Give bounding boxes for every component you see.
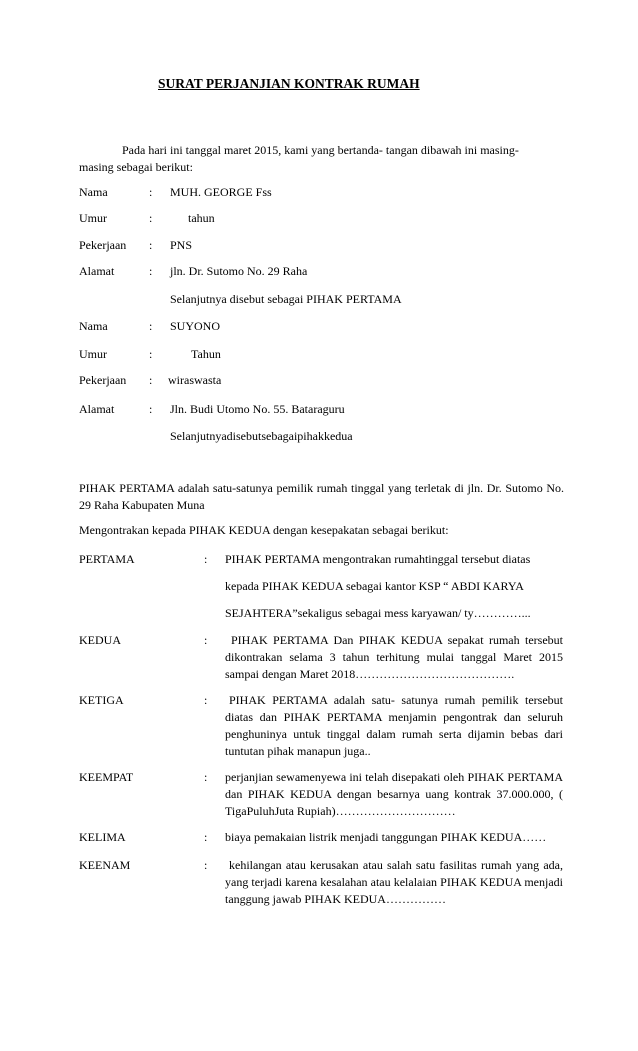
party2-alamat-value: Jln. Budi Utomo No. 55. Bataraguru — [170, 402, 345, 416]
clause-text: PIHAK PERTAMA adalah satu- satunya rumah pemilik tersebut diatas dan PIHAK PERTAMA menjamin pengontrak dan seluruh penghuninya untuk tinggal dalam rumah serta dijamin bebas dari tuntutan pihak manapun juga.. — [225, 693, 563, 758]
party2-nama-value: SUYONO — [170, 319, 221, 333]
colon: : — [204, 858, 208, 872]
colon: : — [149, 238, 153, 252]
clause-label: KEEMPAT — [79, 770, 134, 784]
clause-text: perjanjian sewamenyewa ini telah disepakati oleh PIHAK PERTAMA dan PIHAK KEDUA dengan besarnya uang kontrak 37.000.000, ( TigaPuluhJuta Rupiah)………………………… — [225, 770, 563, 818]
party1-alamat-value: jln. Dr. Sutomo No. 29 Raha — [170, 264, 308, 278]
colon: : — [149, 402, 153, 416]
colon: : — [149, 319, 153, 333]
colon: : — [204, 633, 208, 647]
party1-alamat-label: Alamat — [79, 264, 115, 278]
clause-line: kepada PIHAK KEDUA sebagai kantor KSP “ ABDI KARYA — [225, 579, 524, 593]
clause-label: PERTAMA — [79, 552, 135, 566]
clause-text: PIHAK PERTAMA Dan PIHAK KEDUA sepakat rumah tersebut dikontrakan selama 3 tahun terhitung mulai tanggal Maret 2015 sampai dengan Maret 2018…………………………………. — [225, 633, 563, 681]
party2-note: Selanjutnyadisebutsebagaipihakkedua — [170, 429, 353, 443]
colon: : — [149, 185, 153, 199]
clause-label: KEENAM — [79, 858, 131, 872]
party2-alamat-label: Alamat — [79, 402, 115, 416]
party2-umur-value: Tahun — [191, 347, 221, 361]
colon: : — [204, 693, 208, 707]
contract-intro: Mengontrakan kepada PIHAK KEDUA dengan kesepakatan sebagai berikut: — [79, 523, 449, 537]
party2-pekerjaan-value: wiraswasta — [168, 373, 222, 387]
colon: : — [149, 373, 153, 387]
clause-label: KELIMA — [79, 830, 126, 844]
colon: : — [149, 264, 153, 278]
clause-line: PIHAK PERTAMA mengontrakan rumahtinggal tersebut diatas — [225, 552, 531, 566]
party1-nama-value: MUH. GEORGE Fss — [170, 185, 272, 199]
colon: : — [149, 347, 153, 361]
clause-text: biaya pemakaian listrik menjadi tanggungan PIHAK KEDUA…… — [225, 830, 547, 844]
party2-umur-label: Umur — [79, 347, 107, 361]
clause-line: SEJAHTERA”sekaligus sebagai mess karyawan/ ty…………... — [225, 606, 531, 620]
intro-paragraph: Pada hari ini tanggal maret 2015, kami yang bertanda- tangan dibawah ini masing-masing sebagai berikut: — [79, 143, 519, 174]
colon: : — [204, 770, 208, 784]
party1-pekerjaan-value: PNS — [170, 238, 193, 252]
party2-nama-label: Nama — [79, 319, 108, 333]
document-title: SURAT PERJANJIAN KONTRAK RUMAH — [158, 76, 420, 91]
colon: : — [149, 211, 153, 225]
clause-label: KETIGA — [79, 693, 124, 707]
colon: : — [204, 830, 208, 844]
ownership-paragraph: PIHAK PERTAMA adalah satu-satunya pemilik rumah tinggal yang terletak di jln. Dr. Sutomo No. 29 Raha Kabupaten Muna — [79, 481, 564, 512]
clause-text: kehilangan atau kerusakan atau salah satu fasilitas rumah yang ada, yang terjadi karena kesalahan atau kelalaian PIHAK KEDUA menjadi tanggung jawab PIHAK KEDUA…………… — [225, 858, 563, 906]
party1-note: Selanjutnya disebut sebagai PIHAK PERTAMA — [170, 292, 402, 306]
party1-pekerjaan-label: Pekerjaan — [79, 238, 127, 252]
party1-umur-value: tahun — [188, 211, 215, 225]
colon: : — [204, 552, 208, 566]
clause-label: KEDUA — [79, 633, 121, 647]
party1-nama-label: Nama — [79, 185, 108, 199]
party1-umur-label: Umur — [79, 211, 107, 225]
party2-pekerjaan-label: Pekerjaan — [79, 373, 127, 387]
